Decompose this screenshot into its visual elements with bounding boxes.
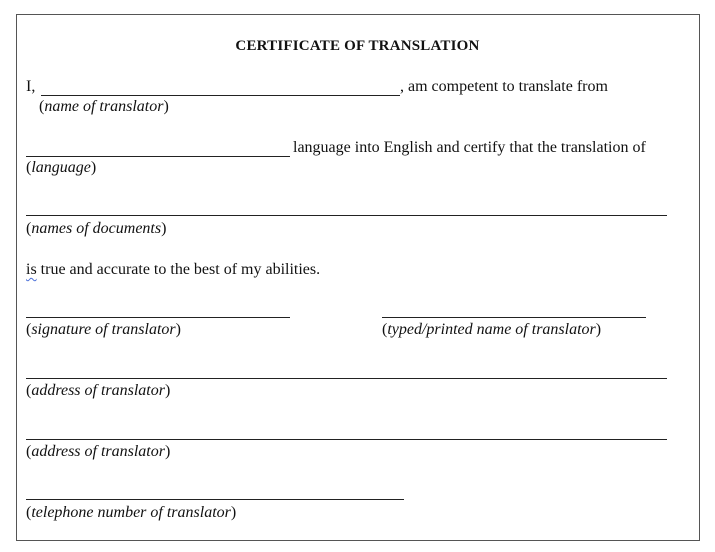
- caption-signature: (signature of translator): [26, 321, 181, 338]
- language-blank[interactable]: [26, 156, 290, 157]
- accuracy-statement: is true and accurate to the best of my abilities.: [26, 261, 321, 278]
- line1-prefix: I,: [26, 78, 36, 95]
- address-1-blank[interactable]: [26, 378, 667, 379]
- telephone-blank[interactable]: [26, 499, 404, 500]
- line2-text: language into English and certify that the translation of: [293, 139, 646, 156]
- caption-address-2: (address of translator): [26, 443, 171, 460]
- caption-translator-name: (name of translator): [39, 98, 169, 115]
- translator-name-blank[interactable]: [41, 95, 400, 96]
- line1-suffix: , am competent to translate from: [400, 78, 608, 95]
- documents-blank[interactable]: [26, 215, 667, 216]
- caption-language: (language): [26, 159, 97, 176]
- caption-address-1: (address of translator): [26, 382, 171, 399]
- spellcheck-word: is: [26, 261, 37, 278]
- caption-telephone: (telephone number of translator): [26, 504, 237, 521]
- signature-blank[interactable]: [26, 317, 290, 318]
- printed-name-blank[interactable]: [382, 317, 646, 318]
- address-2-blank[interactable]: [26, 439, 667, 440]
- caption-printed-name: (typed/printed name of translator): [382, 321, 602, 338]
- caption-documents: (names of documents): [26, 220, 167, 237]
- certificate-title: CERTIFICATE OF TRANSLATION: [235, 38, 480, 54]
